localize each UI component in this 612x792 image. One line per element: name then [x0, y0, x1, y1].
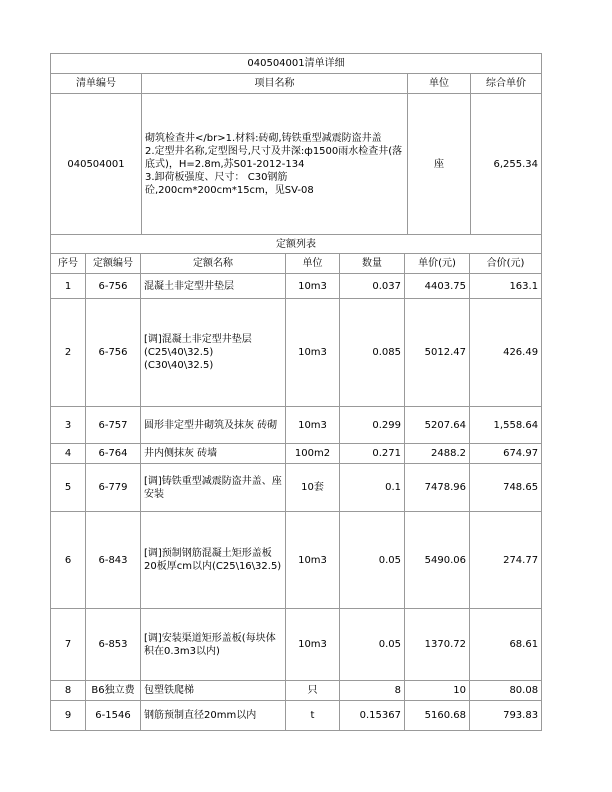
bill-price: 6,255.34 [471, 94, 542, 235]
table-row [51, 299, 542, 407]
row-qty: 8 [340, 681, 405, 701]
table-row [51, 681, 542, 701]
row-code: 6-853 [86, 609, 141, 681]
row-no: 5 [51, 464, 86, 512]
row-qty: 0.037 [340, 274, 405, 299]
bill-code: 040504001 [51, 94, 142, 235]
row-total: 80.08 [470, 681, 542, 701]
row-name: [调]安装渠道矩形盖板(每块体积在0.3m3以内) [141, 609, 286, 681]
row-name: [调]预制钢筋混凝土矩形盖板20板厚cm以内(C25\16\32.5) [141, 512, 286, 609]
header-item-name: 项目名称 [142, 74, 408, 94]
row-price: 5012.47 [405, 299, 470, 407]
row-name: 圆形非定型井砌筑及抹灰 砖砌 [141, 407, 286, 444]
row-qty: 0.1 [340, 464, 405, 512]
row-qty: 0.085 [340, 299, 405, 407]
row-price: 5207.64 [405, 407, 470, 444]
header-quantity: 数量 [340, 254, 405, 274]
row-no: 1 [51, 274, 86, 299]
row-name: 井内侧抹灰 砖墙 [141, 444, 286, 464]
row-qty: 0.05 [340, 609, 405, 681]
item-name-line-2: 2.定型井名称,定型图号,尺寸及井深:ф1500雨水检查井(落底式)，H=2.8m,苏S01-2012-134 [145, 145, 403, 170]
row-qty: 0.299 [340, 407, 405, 444]
row-name: 混凝土非定型井垫层 [141, 274, 286, 299]
row-unit: 10m3 [286, 274, 340, 299]
row-no: 7 [51, 609, 86, 681]
header-unit-price: 综合单价 [471, 74, 542, 94]
header-unit: 单位 [408, 74, 471, 94]
row-no: 4 [51, 444, 86, 464]
row-no: 8 [51, 681, 86, 701]
header-no: 序号 [51, 254, 86, 274]
table-row [51, 464, 542, 512]
row-total: 274.77 [470, 512, 542, 609]
row-total: 748.65 [470, 464, 542, 512]
header-price: 单价(元) [405, 254, 470, 274]
table-row [51, 512, 542, 609]
row-code: 6-764 [86, 444, 141, 464]
row-total: 426.49 [470, 299, 542, 407]
row-total: 68.61 [470, 609, 542, 681]
table-row [51, 701, 542, 731]
row-price: 5160.68 [405, 701, 470, 731]
table-row [51, 609, 542, 681]
row-code: 6-756 [86, 299, 141, 407]
row-price: 10 [405, 681, 470, 701]
quota-table [50, 234, 542, 731]
bill-table [50, 53, 542, 235]
row-no: 3 [51, 407, 86, 444]
row-unit: 10m3 [286, 299, 340, 407]
bill-unit: 座 [408, 94, 471, 235]
row-price: 4403.75 [405, 274, 470, 299]
table-row [51, 407, 542, 444]
table-row [51, 274, 542, 299]
row-no: 2 [51, 299, 86, 407]
quota-title: 定额列表 [51, 235, 542, 254]
item-name-line-1: 砌筑检查井</br>1.材料:砖砌,铸铁重型减震防盗井盖 [145, 132, 382, 144]
row-code: 6-779 [86, 464, 141, 512]
row-no: 6 [51, 512, 86, 609]
row-unit: 10m3 [286, 407, 340, 444]
row-name: 钢筋预制直径20mm以内 [141, 701, 286, 731]
row-unit: 100m2 [286, 444, 340, 464]
header-quota-code: 定额编号 [86, 254, 141, 274]
row-name: [调]混凝土非定型井垫层(C25\40\32.5)(C30\40\32.5) [141, 299, 286, 407]
row-code: B6独立费 [86, 681, 141, 701]
row-total: 1,558.64 [470, 407, 542, 444]
row-qty: 0.15367 [340, 701, 405, 731]
row-unit: 10m3 [286, 609, 340, 681]
row-code: 6-757 [86, 407, 141, 444]
header-quota-name: 定额名称 [141, 254, 286, 274]
header-total: 合价(元) [470, 254, 542, 274]
row-unit: t [286, 701, 340, 731]
row-total: 163.1 [470, 274, 542, 299]
bill-item-name [142, 94, 408, 235]
item-name-line-3: 3.卸荷板强度、尺寸： C30钢筋砼,200cm*200cm*15cm，见SV-08 [145, 171, 314, 196]
row-price: 1370.72 [405, 609, 470, 681]
row-price: 7478.96 [405, 464, 470, 512]
row-qty: 0.05 [340, 512, 405, 609]
table-row [51, 444, 542, 464]
row-code: 6-1546 [86, 701, 141, 731]
row-unit: 只 [286, 681, 340, 701]
row-code: 6-756 [86, 274, 141, 299]
row-total: 674.97 [470, 444, 542, 464]
row-name: [调]铸铁重型减震防盗井盖、座安装 [141, 464, 286, 512]
bill-title: 040504001清单详细 [51, 54, 542, 74]
row-total: 793.83 [470, 701, 542, 731]
row-qty: 0.271 [340, 444, 405, 464]
row-price: 5490.06 [405, 512, 470, 609]
row-unit: 10套 [286, 464, 340, 512]
row-name: 包塑铁爬梯 [141, 681, 286, 701]
row-price: 2488.2 [405, 444, 470, 464]
row-code: 6-843 [86, 512, 141, 609]
row-unit: 10m3 [286, 512, 340, 609]
row-no: 9 [51, 701, 86, 731]
header-quota-unit: 单位 [286, 254, 340, 274]
header-bill-code: 清单编号 [51, 74, 142, 94]
